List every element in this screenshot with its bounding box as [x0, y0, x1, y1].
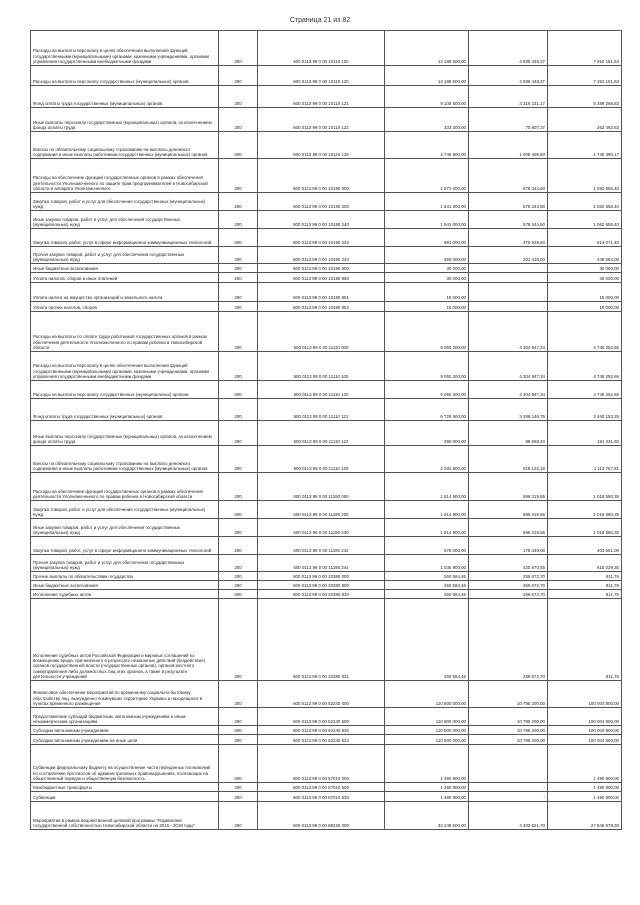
item-name-cell: Закупка товаров, работ и услуг для обеспечения государственных (муниципальных) нужд [31, 193, 219, 211]
unexecuted-amount-cell: 100 004 800,00 [548, 708, 622, 726]
budget-code-cell: 600 0113 99 0 00 10110 120 [258, 66, 385, 86]
unexecuted-amount-cell: 4 745 252,66 [548, 381, 622, 399]
item-name-cell: Фонд оплаты труда государственных (муниципальных) органов [31, 399, 219, 421]
executed-amount-cell: 70 807,37 [469, 108, 548, 132]
approved-amount-cell: 260 584,46 [385, 572, 469, 581]
unexecuted-amount-cell: 1 113 767,81 [548, 446, 622, 473]
item-name-cell: Расходы на обеспечение функций государственных органов в рамках обеспечения деятельности Уполномоченного по правам ребенка в Новосибирской области [31, 473, 219, 501]
line-code-cell: 200 [219, 193, 258, 211]
item-name-cell: Расходы на выплаты персоналу в целях обеспечения выполнения функций государственными (муниципальными) органами, казенными учреждениями, органами управления государственными внебюджетными фондами [31, 31, 219, 66]
table-row [31, 708, 622, 726]
approved-amount-cell: 2 031 900,00 [385, 446, 469, 473]
budget-code-cell: 600 0113 99 0 00 11110 000 [258, 312, 385, 352]
unexecuted-amount-cell: 7 252 151,63 [548, 31, 622, 66]
line-code-cell: 200 [219, 555, 258, 572]
approved-amount-cell: 333 300,00 [385, 108, 469, 132]
line-code-cell: 200 [219, 31, 258, 66]
unexecuted-amount-cell: 15 000,00 [548, 302, 622, 312]
approved-amount-cell: 32 249 500,00 [385, 802, 469, 830]
unexecuted-amount-cell: 911,76 [548, 590, 622, 599]
item-name-cell: Расходы на выплаты персоналу в целях обеспечения выполнения функций государственными (муниципальными) органами, казенными учреждениями, органами управления государственными внебюджетными фондами [31, 352, 219, 381]
table-body [31, 31, 622, 830]
approved-amount-cell: 1 614 900,00 [385, 501, 469, 519]
budget-code-cell: 600 0113 99 0 00 10190 851 [258, 283, 385, 302]
line-code-cell: 200 [219, 745, 258, 783]
line-code-cell: 200 [219, 708, 258, 726]
line-code-cell: 200 [219, 302, 258, 312]
table-row [31, 229, 622, 247]
executed-amount-cell: 10 795 200,00 [469, 726, 548, 735]
unexecuted-amount-cell: 1 092 655,40 [548, 159, 622, 193]
item-name-cell: Взносы по обязательному социальному страхованию на выплаты денежного содержания и иные выплаты работникам государственных (муниципальных) органов [31, 446, 219, 473]
approved-amount-cell: 1 614 900,00 [385, 519, 469, 537]
table-row [31, 108, 622, 132]
unexecuted-amount-cell: 1 062 655,40 [548, 193, 622, 211]
approved-amount-cell: 15 000,00 [385, 302, 469, 312]
item-name-cell: Субсидии автономным учреждениям на иные цели [31, 735, 219, 745]
approved-amount-cell: 9 105 500,00 [385, 86, 469, 108]
approved-amount-cell: 6 728 500,00 [385, 399, 469, 421]
executed-amount-cell: - [469, 745, 548, 783]
unexecuted-amount-cell: 614 071,40 [548, 229, 622, 247]
item-name-cell: Субвенции [31, 792, 219, 802]
approved-amount-cell: 650 000,00 [385, 247, 469, 264]
budget-code-cell: 600 0113 99 0 00 10110 122 [258, 108, 385, 132]
item-name-cell: Иные бюджетные ассигнования [31, 581, 219, 590]
executed-amount-cell: 4 935 448,37 [469, 31, 548, 66]
executed-amount-cell: 175 449,00 [469, 537, 548, 555]
line-code-cell: 200 [219, 735, 258, 745]
approved-amount-cell: 260 584,46 [385, 581, 469, 590]
line-code-cell: 200 [219, 312, 258, 352]
item-name-cell: Прочие выплаты по обязательствам государства [31, 572, 219, 581]
approved-amount-cell: 30 000,00 [385, 264, 469, 273]
budget-code-cell: 600 0113 99 0 00 11190 244 [258, 555, 385, 572]
budget-code-cell: 600 0113 99 0 00 57010 500 [258, 783, 385, 792]
executed-amount-cell: 3 316 231,17 [469, 86, 548, 108]
line-code-cell: 200 [219, 66, 258, 86]
budget-execution-table [30, 30, 622, 830]
line-code-cell: 200 [219, 381, 258, 399]
item-name-cell: Иные закупки товаров, работ и услуг для обеспечения государственных (муниципальных) нужд [31, 211, 219, 229]
line-code-cell: 200 [219, 572, 258, 581]
item-name-cell: Закупка товаров, работ и услуг для обеспечения государственных (муниципальных) нужд [31, 501, 219, 519]
budget-code-cell: 600 0113 99 0 00 10190 242 [258, 229, 385, 247]
item-name-cell: Прочая закупка товаров, работ и услуг для обеспечения государственных (муниципальных) нужд [31, 247, 219, 264]
table-row [31, 792, 622, 802]
executed-amount-cell: - [469, 283, 548, 302]
executed-amount-cell: 578 344,60 [469, 211, 548, 229]
table-row [31, 381, 622, 399]
executed-amount-cell: 4 304 947,34 [469, 381, 548, 399]
approved-amount-cell: 260 584,46 [385, 599, 469, 681]
budget-code-cell: 600 0113 99 0 00 11190 000 [258, 473, 385, 501]
approved-amount-cell: 579 000,00 [385, 537, 469, 555]
executed-amount-cell: - [469, 792, 548, 802]
table-row [31, 581, 622, 590]
line-code-cell: 200 [219, 264, 258, 273]
item-name-cell: Расходы на обеспечение функций государственных органов в рамках обеспечения деятельности Уполномоченного по защите прав предпринимателей в Новосибирской области и аппарата Уполномоченного [31, 159, 219, 193]
line-code-cell: 200 [219, 681, 258, 708]
budget-code-cell: 600 0113 99 0 00 20380 831 [258, 599, 385, 681]
approved-amount-cell: 2 749 800,00 [385, 132, 469, 159]
budget-code-cell: 600 0113 99 0 00 11110 122 [258, 421, 385, 446]
executed-amount-cell: - [469, 273, 548, 283]
executed-amount-cell: 918 132,19 [469, 446, 548, 473]
approved-amount-cell: 110 800 000,00 [385, 726, 469, 735]
budget-code-cell: 600 0113 99 0 00 11190 240 [258, 519, 385, 537]
item-name-cell: Мероприятия в рамках ведомственной целевой программы "Управление государственной собственностью Новосибирской области на 2015 - 2018 годы" [31, 802, 219, 830]
table-row [31, 193, 622, 211]
line-code-cell: 200 [219, 581, 258, 590]
executed-amount-cell: 4 935 448,37 [469, 66, 548, 86]
line-code-cell: 200 [219, 590, 258, 599]
budget-code-cell: 600 0113 99 0 00 52240 000 [258, 681, 385, 708]
line-code-cell: 200 [219, 473, 258, 501]
table-row [31, 312, 622, 352]
line-code-cell: 200 [219, 273, 258, 283]
budget-code-cell: 600 0113 99 0 00 88220 000 [258, 802, 385, 830]
table-row [31, 247, 622, 264]
unexecuted-amount-cell: 448 584,00 [548, 247, 622, 264]
approved-amount-cell: 110 800 000,00 [385, 708, 469, 726]
executed-amount-cell: 4 402 521,70 [469, 802, 548, 830]
budget-code-cell: 600 0113 99 0 00 10110 129 [258, 132, 385, 159]
budget-code-cell: 600 0113 99 0 00 52240 620 [258, 726, 385, 735]
approved-amount-cell: 12 188 600,00 [385, 66, 469, 86]
line-code-cell: 200 [219, 726, 258, 735]
line-code-cell: 200 [219, 599, 258, 681]
budget-code-cell: 600 0113 99 0 00 11110 121 [258, 399, 385, 421]
budget-code-cell: 600 0113 99 0 00 57010 530 [258, 792, 385, 802]
table-row [31, 86, 622, 108]
table-row [31, 599, 622, 681]
item-name-cell: Предоставление субсидий бюджетным, автономным учреждениям и иным некоммерческим организациям [31, 708, 219, 726]
unexecuted-amount-cell: 262 492,63 [548, 108, 622, 132]
item-name-cell: Субвенции федеральному бюджету на осуществление части переданных полномочий по составлению протоколов об административных правонарушениях, посягающих на общественный порядок и общественную безопасность [31, 745, 219, 783]
budget-code-cell: 600 0113 99 0 00 10190 800 [258, 264, 385, 273]
table-row [31, 31, 622, 66]
unexecuted-amount-cell: 3 440 153,25 [548, 399, 622, 421]
item-name-cell: Иные бюджетные ассигнования [31, 264, 219, 273]
unexecuted-amount-cell: 4 745 252,66 [548, 312, 622, 352]
unexecuted-amount-cell: 30 000,00 [548, 273, 622, 283]
budget-code-cell: 600 0113 99 0 00 52240 622 [258, 735, 385, 745]
unexecuted-amount-cell: 911,76 [548, 572, 622, 581]
budget-code-cell: 600 0113 99 0 00 11190 242 [258, 537, 385, 555]
table-row [31, 783, 622, 792]
unexecuted-amount-cell: 100 004 800,00 [548, 735, 622, 745]
line-code-cell: 200 [219, 132, 258, 159]
executed-amount-cell: 420 870,65 [469, 555, 548, 572]
executed-amount-cell: 10 795 200,00 [469, 735, 548, 745]
approved-amount-cell: 1 641 000,00 [385, 211, 469, 229]
approved-amount-cell: 9 050 200,00 [385, 352, 469, 381]
executed-amount-cell: - [469, 264, 548, 273]
table-row [31, 745, 622, 783]
line-code-cell: 200 [219, 519, 258, 537]
unexecuted-amount-cell: 5 289 268,83 [548, 86, 622, 108]
approved-amount-cell: 1 671 000,00 [385, 159, 469, 193]
line-code-cell: 200 [219, 86, 258, 108]
executed-amount-cell: 596 319,65 [469, 473, 548, 501]
table-row [31, 352, 622, 381]
unexecuted-amount-cell: 30 000,00 [548, 264, 622, 273]
executed-amount-cell: 1 009 409,83 [469, 132, 548, 159]
approved-amount-cell: 260 584,46 [385, 590, 469, 599]
line-code-cell: 200 [219, 421, 258, 446]
executed-amount-cell: 10 795 200,00 [469, 681, 548, 708]
line-code-cell: 200 [219, 501, 258, 519]
executed-amount-cell: 596 319,65 [469, 501, 548, 519]
item-name-cell: Фонд оплаты труда государственных (муниципальных) органов [31, 86, 219, 108]
line-code-cell: 200 [219, 783, 258, 792]
budget-code-cell: 600 0113 99 0 00 20380 830 [258, 590, 385, 599]
budget-code-cell: 600 0113 99 0 00 52240 600 [258, 708, 385, 726]
page-counter: Страница 21 из 82 [289, 17, 351, 24]
budget-code-cell: 600 0113 99 0 00 11190 200 [258, 501, 385, 519]
item-name-cell: Расходы на выплаты персоналу государственных (муниципальных) органов [31, 381, 219, 399]
budget-code-cell: 600 0113 99 0 00 10110 121 [258, 86, 385, 108]
budget-code-cell: 600 0113 99 0 00 10190 200 [258, 193, 385, 211]
item-name-cell: Иные выплаты персоналу государственных (муниципальных) органов, за исключением фонда оплаты труда [31, 108, 219, 132]
table-row [31, 726, 622, 735]
approved-amount-cell: 991 000,00 [385, 229, 469, 247]
table-row [31, 283, 622, 302]
budget-code-cell: 600 0113 99 0 00 11110 129 [258, 446, 385, 473]
line-code-cell: 200 [219, 211, 258, 229]
item-name-cell: Уплата налогов, сборов и иных платежей [31, 273, 219, 283]
approved-amount-cell: 30 000,00 [385, 273, 469, 283]
table-row [31, 399, 622, 421]
item-name-cell: Исполнение судебных актов Российской Федерации и мировых соглашений по возмещению вреда, причиненного в результате незаконных действий (бездействия) органов государственной власти (государственных органов), органов местного самоуправления либо должностных лиц этих органов, а также в результате деятельности учреждений [31, 599, 219, 681]
unexecuted-amount-cell: 911,76 [548, 599, 622, 681]
unexecuted-amount-cell: 1 018 580,35 [548, 473, 622, 501]
item-name-cell: Субсидии автономным учреждениям [31, 726, 219, 735]
approved-amount-cell: 1 490 800,00 [385, 792, 469, 802]
unexecuted-amount-cell: 403 551,00 [548, 537, 622, 555]
unexecuted-amount-cell: 27 846 978,30 [548, 802, 622, 830]
executed-amount-cell: 98 668,40 [469, 421, 548, 446]
executed-amount-cell: 259 672,70 [469, 581, 548, 590]
budget-code-cell: 600 0113 99 0 00 10190 244 [258, 247, 385, 264]
table-row [31, 302, 622, 312]
executed-amount-cell: 201 416,00 [469, 247, 548, 264]
item-name-cell: Финансовое обеспечение мероприятий по временному социально-бытовому обустройству лиц, вынужденно покинувших территорию Украины и находящихся в пунктах временного размещения [31, 681, 219, 708]
unexecuted-amount-cell: 911,76 [548, 581, 622, 590]
executed-amount-cell: 10 795 200,00 [469, 708, 548, 726]
item-name-cell: Уплата прочих налогов, сборов [31, 302, 219, 312]
line-code-cell: 200 [219, 446, 258, 473]
unexecuted-amount-cell: 100 004 800,00 [548, 726, 622, 735]
item-name-cell: Иные выплаты персоналу государственных (муниципальных) органов, за исключением фонда оплаты труда [31, 421, 219, 446]
budget-code-cell: 600 0113 99 0 00 20380 800 [258, 581, 385, 590]
table-row [31, 735, 622, 745]
approved-amount-cell: 1 035 900,00 [385, 555, 469, 572]
budget-code-cell: 600 0113 99 0 00 10190 850 [258, 273, 385, 283]
table-row [31, 519, 622, 537]
line-code-cell: 200 [219, 352, 258, 381]
table-row [31, 66, 622, 86]
table-row [31, 501, 622, 519]
budget-code-cell: 600 0113 99 0 00 10110 100 [258, 31, 385, 66]
budget-code-cell: 600 0113 99 0 00 20380 000 [258, 572, 385, 581]
item-name-cell: Межбюджетные трансферты [31, 783, 219, 792]
budget-code-cell: 600 0113 99 0 00 11110 120 [258, 381, 385, 399]
item-name-cell: Взносы по обязательному социальному страхованию на выплаты денежного содержания и иные выплаты работникам государственных (муниципальных) органов [31, 132, 219, 159]
unexecuted-amount-cell: 1 490 800,00 [548, 792, 622, 802]
table-row [31, 421, 622, 446]
approved-amount-cell: 110 800 000,00 [385, 735, 469, 745]
table-row [31, 555, 622, 572]
line-code-cell: 200 [219, 247, 258, 264]
approved-amount-cell: 110 800 000,00 [385, 681, 469, 708]
unexecuted-amount-cell: 100 004 800,00 [548, 681, 622, 708]
table-row [31, 132, 622, 159]
executed-amount-cell: 376 928,60 [469, 229, 548, 247]
budget-code-cell: 600 0113 99 0 00 10190 240 [258, 211, 385, 229]
budget-code-cell: 600 0113 99 0 00 57010 000 [258, 745, 385, 783]
unexecuted-amount-cell: 15 000,00 [548, 283, 622, 302]
executed-amount-cell: - [469, 302, 548, 312]
item-name-cell: Закупка товаров, работ, услуг в сфере информационно-коммуникационных технологий [31, 229, 219, 247]
table-row [31, 572, 622, 581]
unexecuted-amount-cell: 1 490 800,00 [548, 745, 622, 783]
table-row [31, 590, 622, 599]
budget-code-cell: 600 0113 99 0 00 11110 100 [258, 352, 385, 381]
table-row [31, 802, 622, 830]
executed-amount-cell: 4 304 947,34 [469, 352, 548, 381]
executed-amount-cell: 596 319,65 [469, 519, 548, 537]
item-name-cell: Исполнение судебных актов [31, 590, 219, 599]
approved-amount-cell: 290 000,00 [385, 421, 469, 446]
line-code-cell: 200 [219, 159, 258, 193]
executed-amount-cell: - [469, 783, 548, 792]
table-row [31, 159, 622, 193]
unexecuted-amount-cell: 4 745 252,66 [548, 352, 622, 381]
unexecuted-amount-cell: 1 490 800,00 [548, 783, 622, 792]
executed-amount-cell: 578 344,60 [469, 193, 548, 211]
executed-amount-cell: 4 304 947,34 [469, 312, 548, 352]
approved-amount-cell: 1 641 000,00 [385, 193, 469, 211]
table-row [31, 273, 622, 283]
executed-amount-cell: 3 288 146,75 [469, 399, 548, 421]
approved-amount-cell: 1 614 900,00 [385, 473, 469, 501]
table-row [31, 446, 622, 473]
unexecuted-amount-cell: 1 018 580,35 [548, 519, 622, 537]
approved-amount-cell: 1 490 800,00 [385, 745, 469, 783]
unexecuted-amount-cell: 615 029,35 [548, 555, 622, 572]
unexecuted-amount-cell: 7 252 151,63 [548, 66, 622, 86]
executed-amount-cell: 259 672,70 [469, 599, 548, 681]
approved-amount-cell: 15 000,00 [385, 283, 469, 302]
line-code-cell: 200 [219, 399, 258, 421]
line-code-cell: 200 [219, 802, 258, 830]
unexecuted-amount-cell: 1 018 580,35 [548, 501, 622, 519]
item-name-cell: Уплата налога на имущество организаций и земельного налога [31, 283, 219, 302]
unexecuted-amount-cell: 1 062 655,40 [548, 211, 622, 229]
line-code-cell: 200 [219, 792, 258, 802]
item-name-cell: Расходы на выплаты персоналу государственных (муниципальных) органов [31, 66, 219, 86]
unexecuted-amount-cell: 191 331,60 [548, 421, 622, 446]
executed-amount-cell: 578 344,60 [469, 159, 548, 193]
approved-amount-cell: 12 188 600,00 [385, 31, 469, 66]
unexecuted-amount-cell: 1 740 390,17 [548, 132, 622, 159]
approved-amount-cell: 9 050 200,00 [385, 381, 469, 399]
budget-code-cell: 600 0113 99 0 00 10190 852 [258, 302, 385, 312]
item-name-cell: Прочая закупка товаров, работ и услуг для обеспечения государственных (муниципальных) нужд [31, 555, 219, 572]
table-row [31, 211, 622, 229]
approved-amount-cell: 9 050 200,00 [385, 312, 469, 352]
item-name-cell: Расходы на выплаты по оплате труда работников государственных органов в рамках обеспечения деятельности Уполномоченного по правам ребенка в Новосибирской области [31, 312, 219, 352]
budget-code-cell: 600 0113 99 0 00 10190 000 [258, 159, 385, 193]
approved-amount-cell: 1 490 800,00 [385, 783, 469, 792]
line-code-cell: 200 [219, 537, 258, 555]
table-row [31, 537, 622, 555]
executed-amount-cell: 259 672,70 [469, 572, 548, 581]
line-code-cell: 200 [219, 229, 258, 247]
item-name-cell: Закупка товаров, работ, услуг в сфере информационно-коммуникационных технологий [31, 537, 219, 555]
table-row [31, 473, 622, 501]
item-name-cell: Иные закупки товаров, работ и услуг для обеспечения государственных (муниципальных) нужд [31, 519, 219, 537]
table-row [31, 264, 622, 273]
line-code-cell: 200 [219, 108, 258, 132]
table-row [31, 681, 622, 708]
line-code-cell: 200 [219, 283, 258, 302]
executed-amount-cell: 259 672,70 [469, 590, 548, 599]
